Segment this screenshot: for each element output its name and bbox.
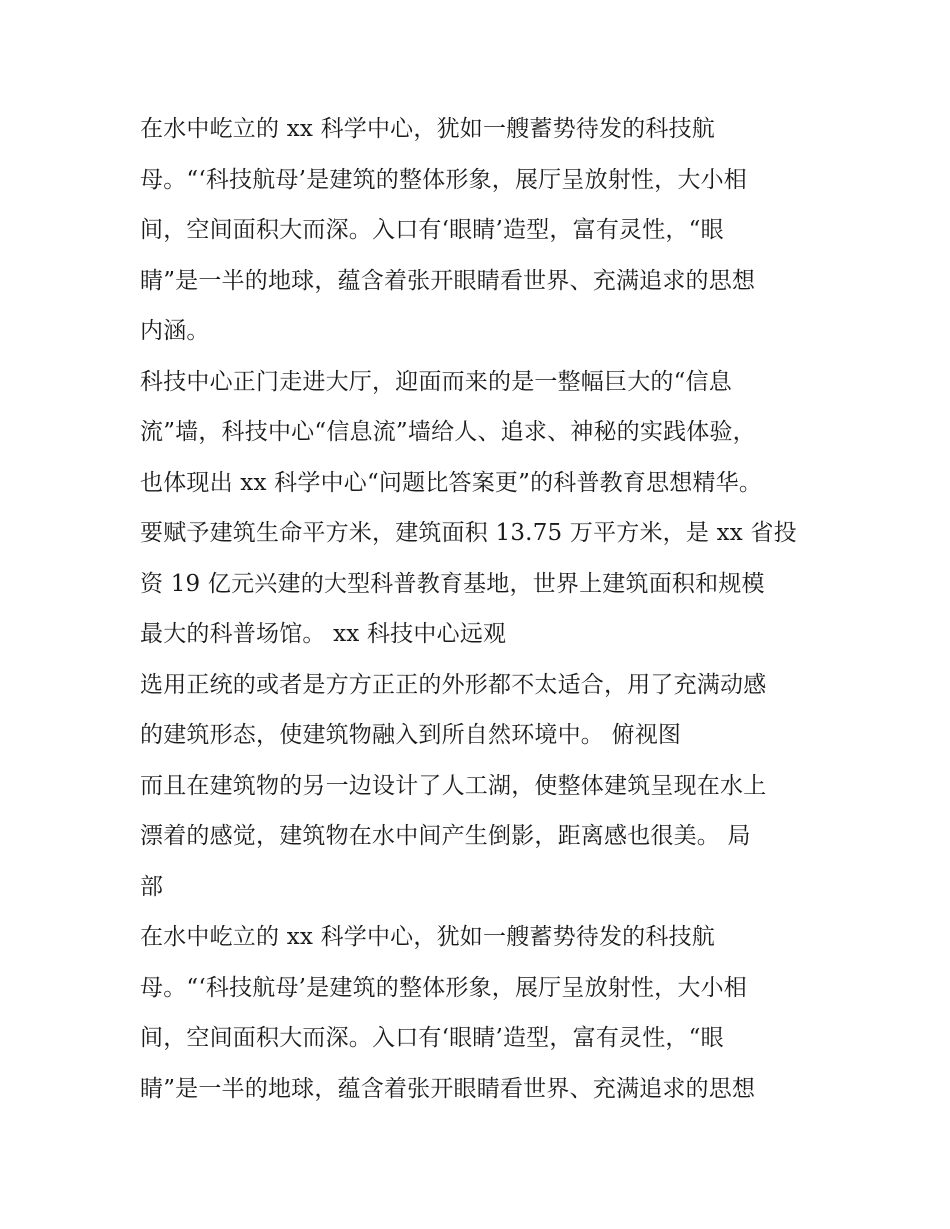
text-line: 部 — [140, 873, 164, 900]
text-line: 而且在建筑物的另一边设计了人工湖，使整体建筑呈现在水上 — [140, 772, 767, 799]
text-line: 睛”是一半的地球，蕴含着张开眼睛看世界、充满追求的思想 — [140, 267, 756, 294]
text-line: 在水中屹立的 xx 科学中心，犹如一艘蓄势待发的科技航 — [140, 924, 715, 950]
text-line: 漂着的感觉，建筑物在水中间产生倒影，距离感也很美。 局 — [140, 823, 751, 849]
text-line: 内涵。 — [140, 318, 210, 344]
text-line: 选用正统的或者是方方正正的外形都不太适合，用了充满动感 — [140, 671, 767, 698]
text-line: 间，空间面积大而深。入口有‘眼睛’造型，富有灵性，“眼 — [140, 1025, 724, 1051]
text-line: 睛”是一半的地球，蕴含着张开眼睛看世界、充满追求的思想 — [140, 1075, 756, 1102]
text-line: 在水中屹立的 xx 科学中心，犹如一艘蓄势待发的科技航 — [140, 116, 715, 142]
text-line: 资 19 亿元兴建的大型科普教育基地，世界上建筑面积和规模 — [140, 570, 765, 597]
text-line: 母。“‘科技航母’是建筑的整体形象，展厅呈放射性，大小相 — [140, 974, 747, 1001]
text-line: 的建筑形态，使建筑物融入到所自然环境中。 俯视图 — [140, 722, 682, 748]
text-line: 科技中心正门走进大厅，迎面而来的是一整幅巨大的“信息 — [140, 368, 732, 395]
text-line: 最大的科普场馆。 xx 科技中心远观 — [140, 621, 507, 647]
text-line: 母。“‘科技航母’是建筑的整体形象，展厅呈放射性，大小相 — [140, 166, 747, 193]
body-text — [140, 104, 830, 1114]
text-line: 流”墙，科技中心“信息流”墙给人、追求、神秘的实践体验， — [140, 419, 756, 445]
text-line: 间，空间面积大而深。入口有‘眼睛’造型，富有灵性，“眼 — [140, 217, 724, 243]
text-line: 也体现出 xx 科学中心“问题比答案更”的科普教育思想精华。 — [140, 469, 763, 496]
text-line: 要赋予建筑生命平方米，建筑面积 13.75 万平方米，是 xx 省投 — [140, 520, 797, 546]
